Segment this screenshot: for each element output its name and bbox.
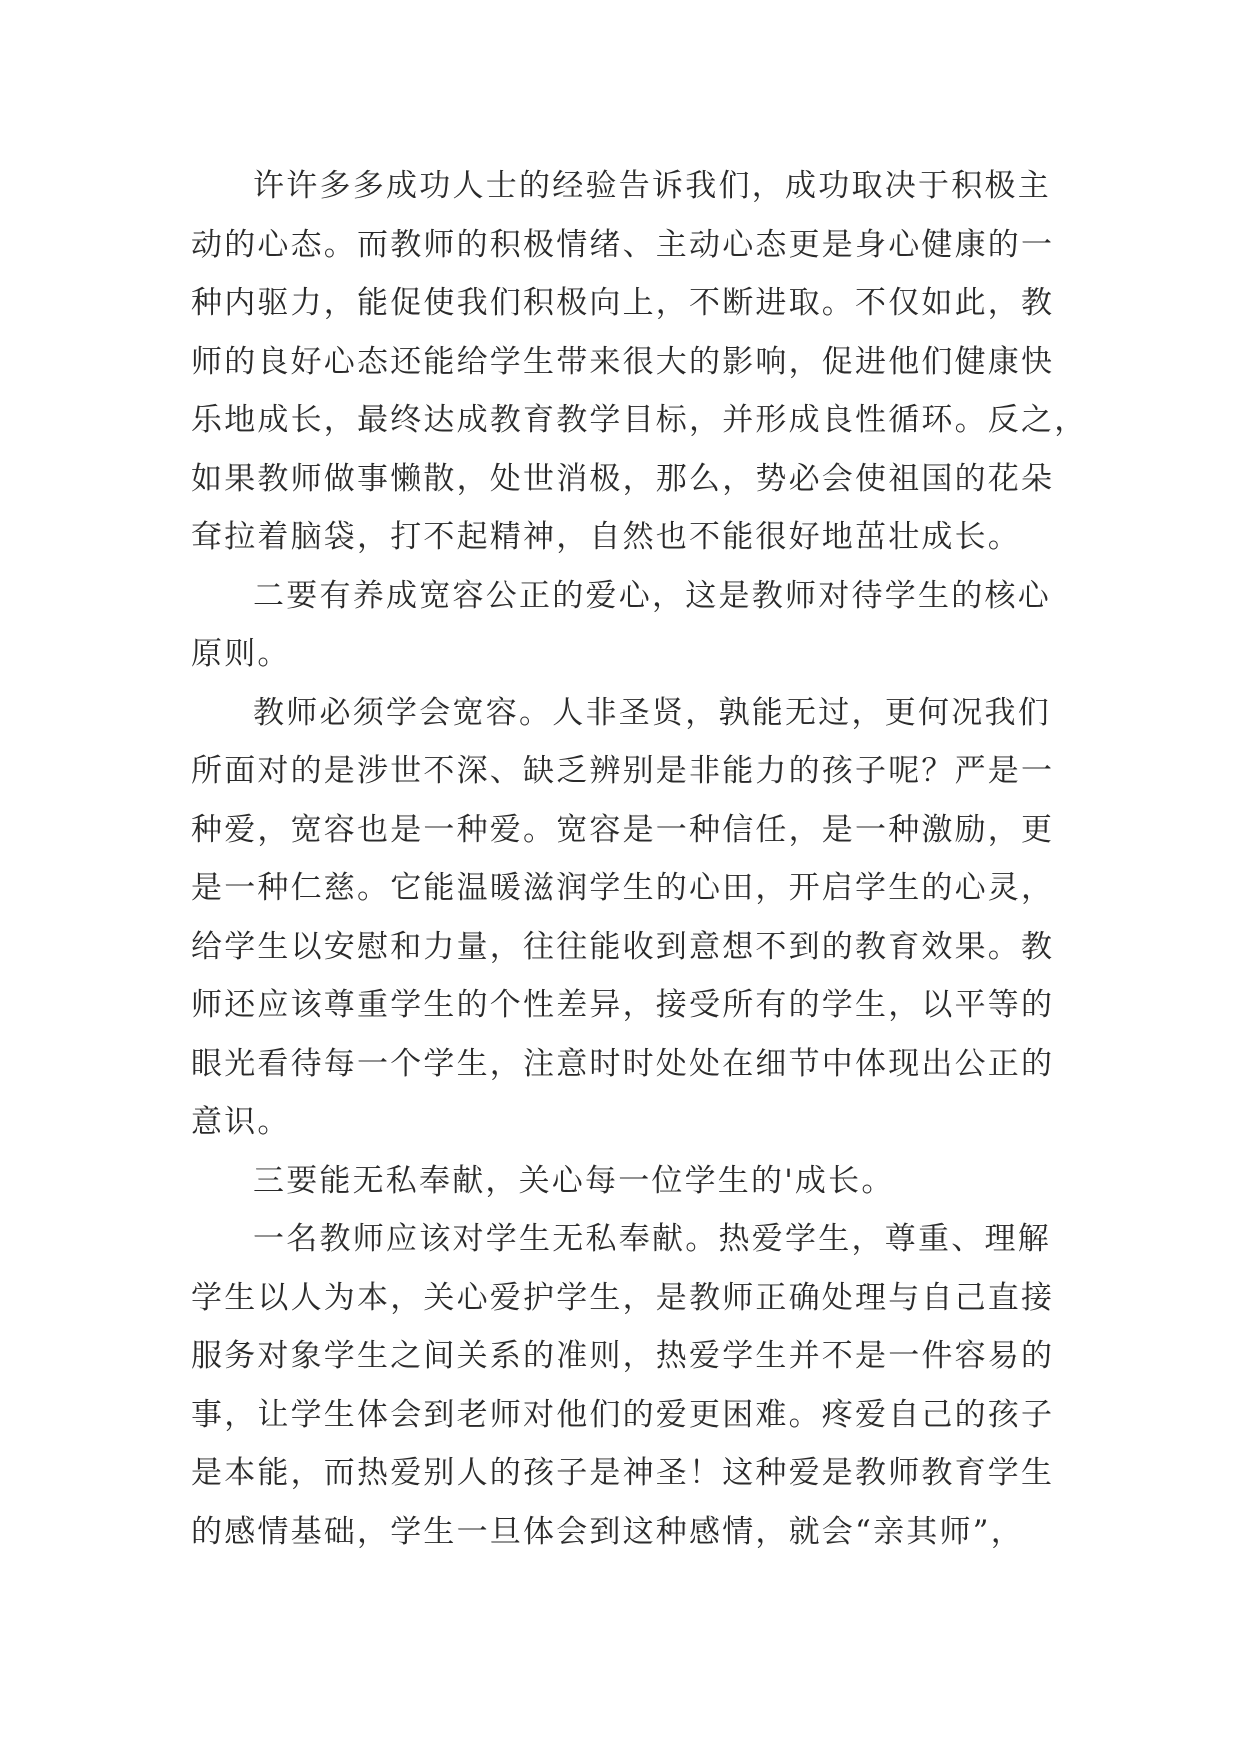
paragraph-tolerance bbox=[191, 684, 1055, 1152]
text-line: 事，让学生体会到老师对他们的爱更困难。疼爱自己的孩子 bbox=[191, 1396, 1055, 1433]
text-line: 所面对的是涉世不深、缺乏辨别是非能力的孩子呢？严是一 bbox=[191, 753, 1055, 789]
text-line: 眼光看待每一个学生，注意时时处处在细节中体现出公正的 bbox=[191, 1045, 1055, 1082]
text-line: 原则。 bbox=[191, 636, 291, 672]
text-line: 二要有养成宽容公正的爱心，这是教师对待学生的核心 bbox=[253, 577, 1051, 614]
paragraph-positive-attitude bbox=[191, 157, 1088, 567]
text-line: 三要能无私奉献，关心每一位学生的'成长。 bbox=[253, 1162, 895, 1199]
text-line: 服务对象学生之间关系的准则，热爱学生并不是一件容易的 bbox=[191, 1338, 1055, 1374]
text-line: 师的良好心态还能给学生带来很大的影响，促进他们健康快 bbox=[191, 343, 1055, 380]
text-line: 意识。 bbox=[191, 1104, 291, 1140]
text-line: 许许多多成功人士的经验告诉我们，成功取决于积极主 bbox=[253, 168, 1051, 204]
paragraph-dedication bbox=[191, 1210, 1055, 1561]
text-line: 学生以人为本，关心爱护学生，是教师正确处理与自己直接 bbox=[191, 1279, 1055, 1316]
text-line: 给学生以安慰和力量，往往能收到意想不到的教育效果。教 bbox=[191, 928, 1055, 965]
text-line: 一名教师应该对学生无私奉献。热爱学生，尊重、理解 bbox=[253, 1221, 1051, 1257]
text-line: 动的心态。而教师的积极情绪、主动心态更是身心健康的一 bbox=[191, 226, 1055, 263]
text-line: 是一种仁慈。它能温暖滋润学生的心田，开启学生的心灵， bbox=[191, 870, 1055, 906]
paragraph-heading-tolerance bbox=[191, 567, 1051, 684]
text-line: 乐地成长，最终达成教育教学目标，并形成良性循环。反之， bbox=[191, 402, 1088, 438]
text-line: 耷拉着脑袋，打不起精神，自然也不能很好地茁壮成长。 bbox=[191, 519, 1021, 555]
text-line: 如果教师做事懒散，处世消极，那么，势必会使祖国的花朵 bbox=[191, 460, 1055, 497]
text-line: 教师必须学会宽容。人非圣贤，孰能无过，更何况我们 bbox=[253, 694, 1051, 731]
text-line: 是本能，而热爱别人的孩子是神圣！这种爱是教师教育学生 bbox=[191, 1455, 1055, 1491]
document-body bbox=[191, 157, 1088, 1561]
paragraph-heading-dedication bbox=[191, 1152, 1051, 1211]
text-line: 师还应该尊重学生的个性差异，接受所有的学生，以平等的 bbox=[191, 987, 1055, 1023]
text-line: 种爱，宽容也是一种爱。宽容是一种信任，是一种激励，更 bbox=[191, 811, 1055, 848]
text-line: 的感情基础，学生一旦体会到这种感情，就会“亲其师”， bbox=[191, 1513, 1024, 1550]
text-line: 种内驱力，能促使我们积极向上，不断进取。不仅如此，教 bbox=[191, 285, 1055, 321]
